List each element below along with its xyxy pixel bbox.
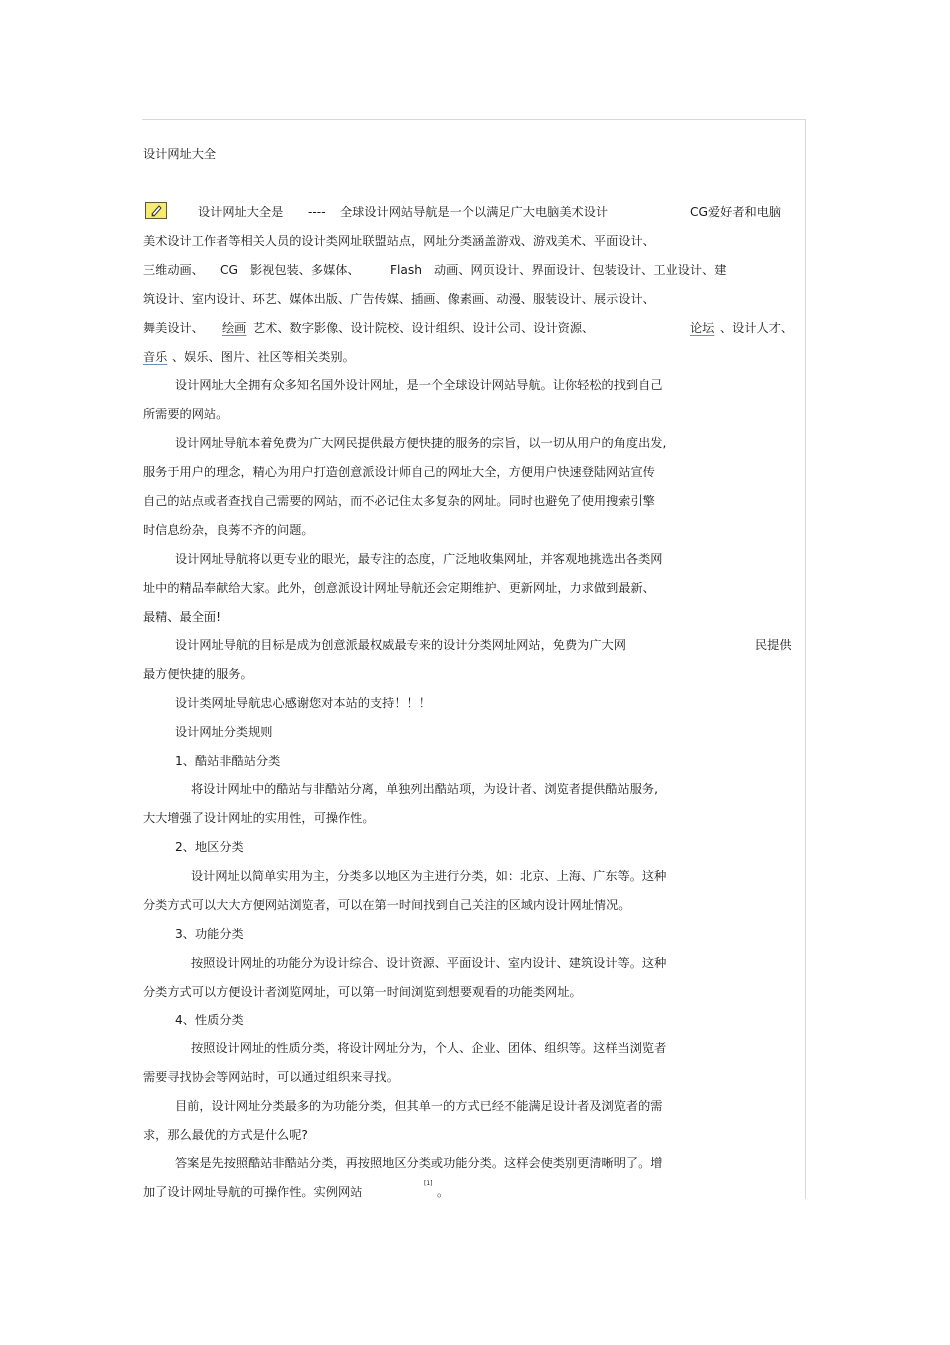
paragraph-line: 答案是先按照酷站非酷站分类，再按照地区分类或功能分类。这样会使类别更清晰明了。增 bbox=[175, 1156, 663, 1170]
paragraph-line: 民提供 bbox=[755, 638, 792, 652]
paragraph-line: 按照设计网址的性质分类，将设计网址分为，个人、企业、团体、组织等。这样当浏览者 bbox=[191, 1041, 667, 1055]
intro-text: 舞美设计、 bbox=[143, 321, 204, 335]
paragraph-line: 最方便快捷的服务。 bbox=[143, 667, 253, 681]
paragraph-line: 设计网址以简单实用为主，分类多以地区为主进行分类，如：北京、上海、广东等。这种 bbox=[191, 869, 667, 883]
rule-heading: 3、功能分类 bbox=[175, 927, 244, 941]
paragraph-line: 将设计网址中的酷站与非酷站分离，单独列出酷站项，为设计者、浏览者提供酷站服务, bbox=[191, 782, 658, 796]
paragraph-line: 设计网址大全拥有众多知名国外设计网址，是一个全球设计网站导航。让你轻松的找到自己 bbox=[175, 378, 663, 392]
intro-text: 美术设计工作者等相关人员的设计类网址联盟站点，网址分类涵盖游戏、游戏美术、平面设计、 bbox=[143, 234, 655, 248]
paragraph-line: 设计网址导航本着免费为广大网民提供最方便快捷的服务的宗旨，以一切从用户的角度出发, bbox=[175, 436, 667, 450]
paragraph-line: 设计网址导航的目标是成为创意派最权威最专来的设计分类网址网站，免费为广大网 bbox=[175, 638, 626, 652]
intro-text: 艺术、数字影像、设计院校、设计组织、设计公司、设计资源、 bbox=[253, 321, 595, 335]
paragraph-line: 最精、最全面! bbox=[143, 610, 222, 624]
intro-text: CG爱好者和电脑 bbox=[690, 205, 782, 219]
paragraph-line: 大大增强了设计网址的实用性，可操作性。 bbox=[143, 811, 375, 825]
intro-text: 三维动画、 bbox=[143, 263, 204, 277]
footnote-ref[interactable]: [1] bbox=[424, 1180, 433, 1187]
paragraph-line: 时信息纷杂，良莠不齐的问题。 bbox=[143, 523, 314, 537]
intro-text: 、娱乐、图片、社区等相关类别。 bbox=[172, 350, 355, 364]
paragraph-line: 设计网址导航将以更专业的眼光，最专注的态度，广泛地收集网址，并客观地挑选出各类网 bbox=[175, 552, 663, 566]
paragraph-line: 需要寻找协会等网站时，可以通过组织来寻找。 bbox=[143, 1070, 399, 1084]
link-music[interactable]: 音乐 bbox=[143, 350, 168, 364]
rule-heading: 1、酷站非酷站分类 bbox=[175, 754, 281, 768]
intro-text: 影视包装、多媒体、 bbox=[250, 263, 360, 277]
link-painting[interactable]: 绘画 bbox=[222, 321, 247, 335]
document-page bbox=[142, 119, 806, 1199]
rule-heading: 2、地区分类 bbox=[175, 840, 244, 854]
paragraph-line: 目前，设计网址分类最多的为功能分类，但其单一的方式已经不能满足设计者及浏览者的需 bbox=[175, 1099, 663, 1113]
page-title: 设计网址大全 bbox=[143, 147, 217, 161]
paragraph-line: 所需要的网站。 bbox=[143, 407, 229, 421]
paragraph-line: 分类方式可以大大方便网站浏览者，可以在第一时间找到自己关注的区域内设计网址情况。 bbox=[143, 898, 631, 912]
pencil-icon bbox=[145, 202, 167, 219]
paragraph-line: 求，那么最优的方式是什么呢? bbox=[143, 1128, 308, 1142]
link-forum[interactable]: 论坛 bbox=[690, 321, 715, 335]
paragraph-line: 加了设计网址导航的可操作性。实例网站 bbox=[143, 1185, 363, 1199]
paragraph-line: 。 bbox=[437, 1185, 450, 1199]
paragraph-line: 按照设计网址的功能分为设计综合、设计资源、平面设计、室内设计、建筑设计等。这种 bbox=[191, 956, 667, 970]
intro-text: 筑设计、室内设计、环艺、媒体出版、广告传媒、插画、像素画、动漫、服装设计、展示设计、 bbox=[143, 292, 655, 306]
intro-text: 全球设计网站导航是一个以满足广大电脑美术设计 bbox=[340, 205, 609, 219]
paragraph-line: 址中的精品奉献给大家。此外，创意派设计网址导航还会定期维护、更新网址，力求做到最新、 bbox=[143, 581, 655, 595]
paragraph-line: 分类方式可以方便设计者浏览网址，可以第一时间浏览到想要观看的功能类网址。 bbox=[143, 985, 582, 999]
intro-text: 设计网址大全是 bbox=[198, 205, 284, 219]
intro-text: 、设计人才、 bbox=[720, 321, 794, 335]
rule-heading: 4、性质分类 bbox=[175, 1013, 244, 1027]
paragraph-line: 设计类网址导航忠心感谢您对本站的支持！！！ bbox=[175, 696, 431, 710]
intro-text: ---- bbox=[308, 205, 326, 219]
paragraph-line: 自己的站点或者查找自己需要的网站，而不必记住太多复杂的网址。同时也避免了使用搜索引擎 bbox=[143, 494, 655, 508]
intro-text: CG bbox=[220, 263, 238, 277]
intro-text: Flash bbox=[390, 263, 422, 277]
intro-text: 动画、网页设计、界面设计、包装设计、工业设计、建 bbox=[434, 263, 727, 277]
section-heading: 设计网址分类规则 bbox=[175, 725, 273, 739]
paragraph-line: 服务于用户的理念，精心为用户打造创意派设计师自己的网址大全，方便用户快速登陆网站宣传 bbox=[143, 465, 655, 479]
